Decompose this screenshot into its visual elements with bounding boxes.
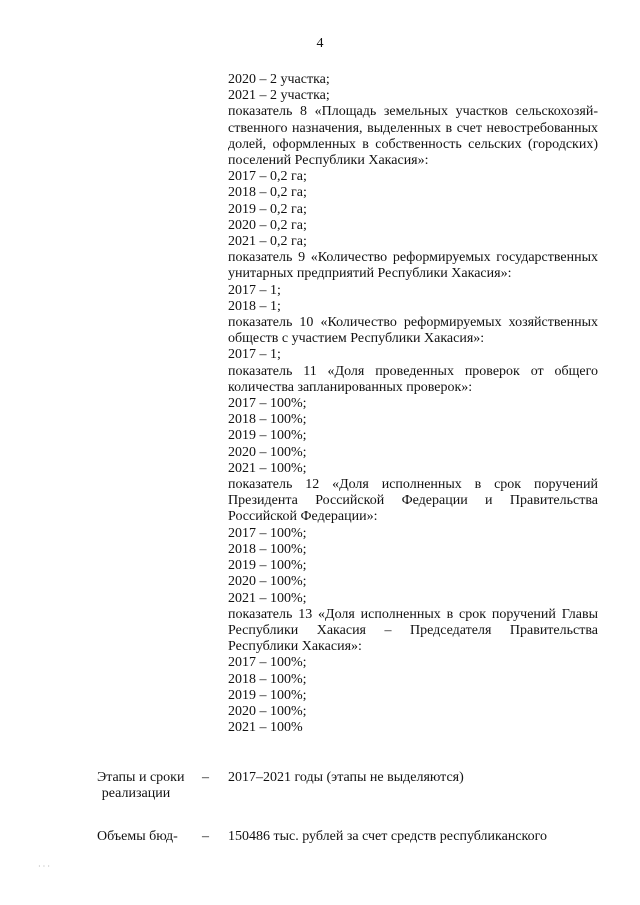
body-line: показатель 11 «Доля проведенных проверок от общего (228, 363, 598, 379)
body-line: 2020 – 100%; (228, 703, 307, 719)
body-line: долей, оформленных в собственность сельских (городских) (228, 136, 598, 152)
body-line: показатель 9 «Количество реформируемых государственных (228, 250, 598, 266)
body-line: 2019 – 100%; (228, 687, 307, 703)
body-line: показатель 8 «Площадь земельных участков сельскохозяй- (228, 104, 598, 120)
body-line: поселений Республики Хакасия»: (228, 153, 429, 169)
page-number: 4 (316, 36, 324, 51)
scan-speck: · · · (38, 862, 50, 871)
body-line: 2021 – 0,2 га; (228, 234, 307, 250)
body-line: 2019 – 100%; (228, 558, 307, 574)
body-line: показатель 13 «Доля исполненных в срок поручений Главы (228, 606, 598, 622)
body-line: 2017 – 0,2 га; (228, 169, 307, 185)
stages-label (97, 770, 184, 802)
body-line: 2017 – 1; (228, 347, 281, 363)
body-line: 2017 – 100%; (228, 396, 307, 412)
body-line: 2020 – 0,2 га; (228, 217, 307, 233)
body-line: 2019 – 0,2 га; (228, 201, 307, 217)
body-line: показатель 10 «Количество реформируемых хозяйственных (228, 315, 598, 331)
stages-value: 2017–2021 годы (этапы не выделяются) (228, 770, 464, 785)
body-line: 2017 – 100%; (228, 525, 307, 541)
body-line: 2018 – 1; (228, 298, 281, 314)
budget-dash: – (202, 829, 209, 844)
body-line: 2017 – 100%; (228, 655, 307, 671)
body-line: 2021 – 100% (228, 720, 303, 736)
body-line: унитарных предприятий Республики Хакасия»: (228, 266, 512, 282)
body-line: 2020 – 2 участка; (228, 72, 330, 87)
budget-value: 150486 тыс. рублей за счет средств республиканского (228, 829, 548, 844)
body-line: 2021 – 100%; (228, 590, 307, 606)
body-line: 2018 – 100%; (228, 541, 307, 557)
body-line: 2020 – 100%; (228, 444, 307, 460)
body-line: ственного назначения, выделенных в счет невостребованных (228, 120, 598, 136)
stages-label-line2: реализации (101, 786, 171, 801)
body-line: количества запланированных проверок»: (228, 379, 473, 395)
body-line: Республики Хакасия – Председателя Правительства (228, 622, 598, 638)
body-line: 2017 – 1; (228, 282, 281, 298)
stages-label-line1: Этапы и сроки (97, 770, 185, 785)
indicator-text-block (228, 72, 598, 736)
body-line: 2018 – 100%; (228, 671, 307, 687)
budget-label: Объемы бюд- (97, 829, 178, 844)
body-line: Президента Российской Федерации и Правительства (228, 493, 598, 509)
body-line: Республики Хакасия»: (228, 639, 362, 655)
body-line: 2018 – 100%; (228, 412, 307, 428)
body-line: показатель 12 «Доля исполненных в срок поручений (228, 477, 598, 493)
body-line: обществ с участием Республики Хакасия»: (228, 331, 485, 347)
body-line: 2021 – 2 участка; (228, 88, 330, 104)
body-line: 2020 – 100%; (228, 574, 307, 590)
body-line: Российской Федерации»: (228, 509, 378, 525)
stages-dash: – (202, 770, 209, 785)
body-line: 2021 – 100%; (228, 460, 307, 476)
body-line: 2019 – 100%; (228, 428, 307, 444)
body-line: 2018 – 0,2 га; (228, 185, 307, 201)
